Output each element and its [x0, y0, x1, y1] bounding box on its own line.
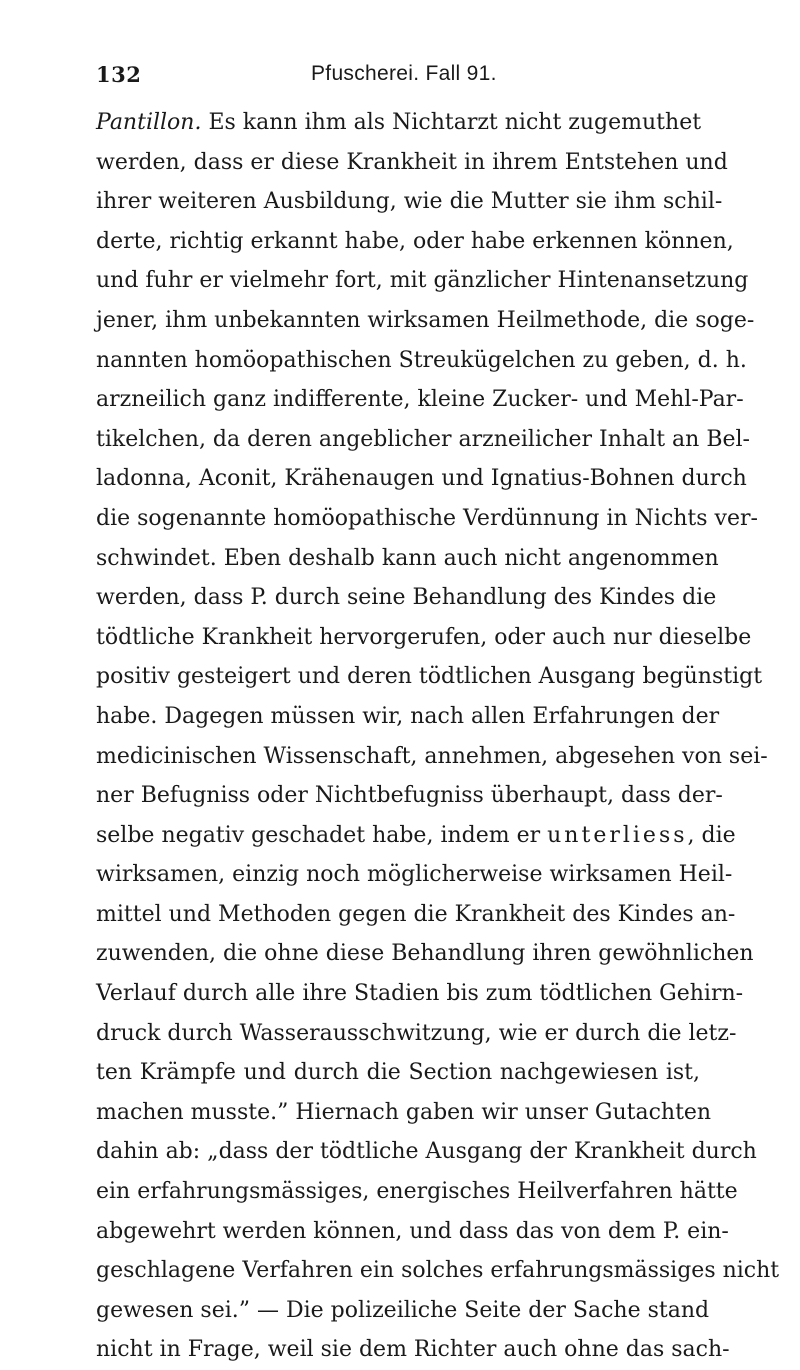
text-line: habe. Dagegen müssen wir, nach allen Erfahrungen der	[96, 703, 720, 729]
text-line: nannten homöopathischen Streukügelchen zu geben, d. h.	[96, 347, 747, 373]
text-line	[96, 103, 700, 143]
text-line: druck durch Wasserausschwitzung, wie er durch die letz-	[96, 1020, 737, 1046]
text-line: werden, dass er diese Krankheit in ihrem Entstehen und	[96, 149, 728, 175]
text-line: positiv gesteigert und deren tödtlichen Ausgang begünstigt	[96, 664, 763, 690]
text-line: jener, ihm unbekannten wirksamen Heilmethode, die soge-	[96, 307, 755, 333]
text-line: ladonna, Aconit, Krähenaugen und Ignatius-Bohnen durch	[96, 466, 747, 492]
text-line: arzneilich ganz indifferente, kleine Zucker- und Mehl-Par-	[96, 387, 744, 413]
text-line: werden, dass P. durch seine Behandlung des Kindes die	[96, 585, 717, 611]
text-line: wirksamen, einzig noch möglicherweise wirksamen Heil-	[96, 862, 733, 888]
text-line: Verlauf durch alle ihre Stadien bis zum tödtlichen Gehirn-	[96, 981, 744, 1007]
text-line-content: Es kann ihm als Nichtarzt nicht zugemuthet	[208, 110, 702, 135]
lead-word: Pantillon.	[96, 110, 202, 135]
page-number: 132	[96, 62, 142, 87]
text-line: medicinischen Wissenschaft, annehmen, abgesehen von sei-	[96, 743, 768, 769]
text-line: ein erfahrungsmässiges, energisches Heilverfahren hätte	[96, 1179, 738, 1205]
text-line: abgewehrt werden können, und dass das von dem P. ein-	[96, 1218, 729, 1244]
text-line: gewesen sei.” — Die polizeiliche Seite der Sache stand	[96, 1297, 710, 1323]
text-line-content: , die	[687, 822, 736, 848]
text-line: mittel und Methoden gegen die Krankheit des Kindes an-	[96, 901, 736, 927]
text-line	[96, 816, 736, 856]
text-line: dahin ab: „dass der tödtliche Ausgang der Krankheit durch	[96, 1139, 757, 1165]
text-line: ihrer weiteren Ausbildung, wie die Mutter sie ihm schil-	[96, 189, 723, 215]
text-line: die sogenannte homöopathische Verdünnung in Nichts ver-	[96, 505, 758, 531]
running-title: Pfuscherei. Fall 91.	[311, 62, 497, 85]
text-line: tikelchen, da deren angeblicher arzneilicher Inhalt an Bel-	[96, 426, 750, 452]
text-line-content: selbe negativ geschadet habe, indem er	[96, 822, 541, 848]
text-line: ten Krämpfe und durch die Section nachgewiesen ist,	[96, 1060, 700, 1086]
text-line: schwindet. Eben deshalb kann auch nicht angenommen	[96, 545, 719, 571]
text-line: nicht in Frage, weil sie dem Richter auch ohne das sach-	[96, 1337, 730, 1363]
text-line: ner Befugniss oder Nichtbefugniss überhaupt, dass der-	[96, 783, 723, 809]
text-line: machen musste.” Hiernach gaben wir unser Gutachten	[96, 1099, 712, 1125]
running-head	[96, 62, 696, 92]
text-line: geschlagene Verfahren ein solches erfahrungsmässiges nicht	[96, 1258, 780, 1284]
emphasized-word: unterliess	[547, 822, 688, 848]
text-line: und fuhr er vielmehr fort, mit gänzlicher Hintenansetzung	[96, 268, 749, 294]
text-line: derte, richtig erkannt habe, oder habe erkennen können,	[96, 228, 734, 254]
body-text	[96, 103, 780, 1370]
text-line: tödtliche Krankheit hervorgerufen, oder auch nur dieselbe	[96, 624, 752, 650]
text-line: zuwenden, die ohne diese Behandlung ihren gewöhnlichen	[96, 941, 754, 967]
